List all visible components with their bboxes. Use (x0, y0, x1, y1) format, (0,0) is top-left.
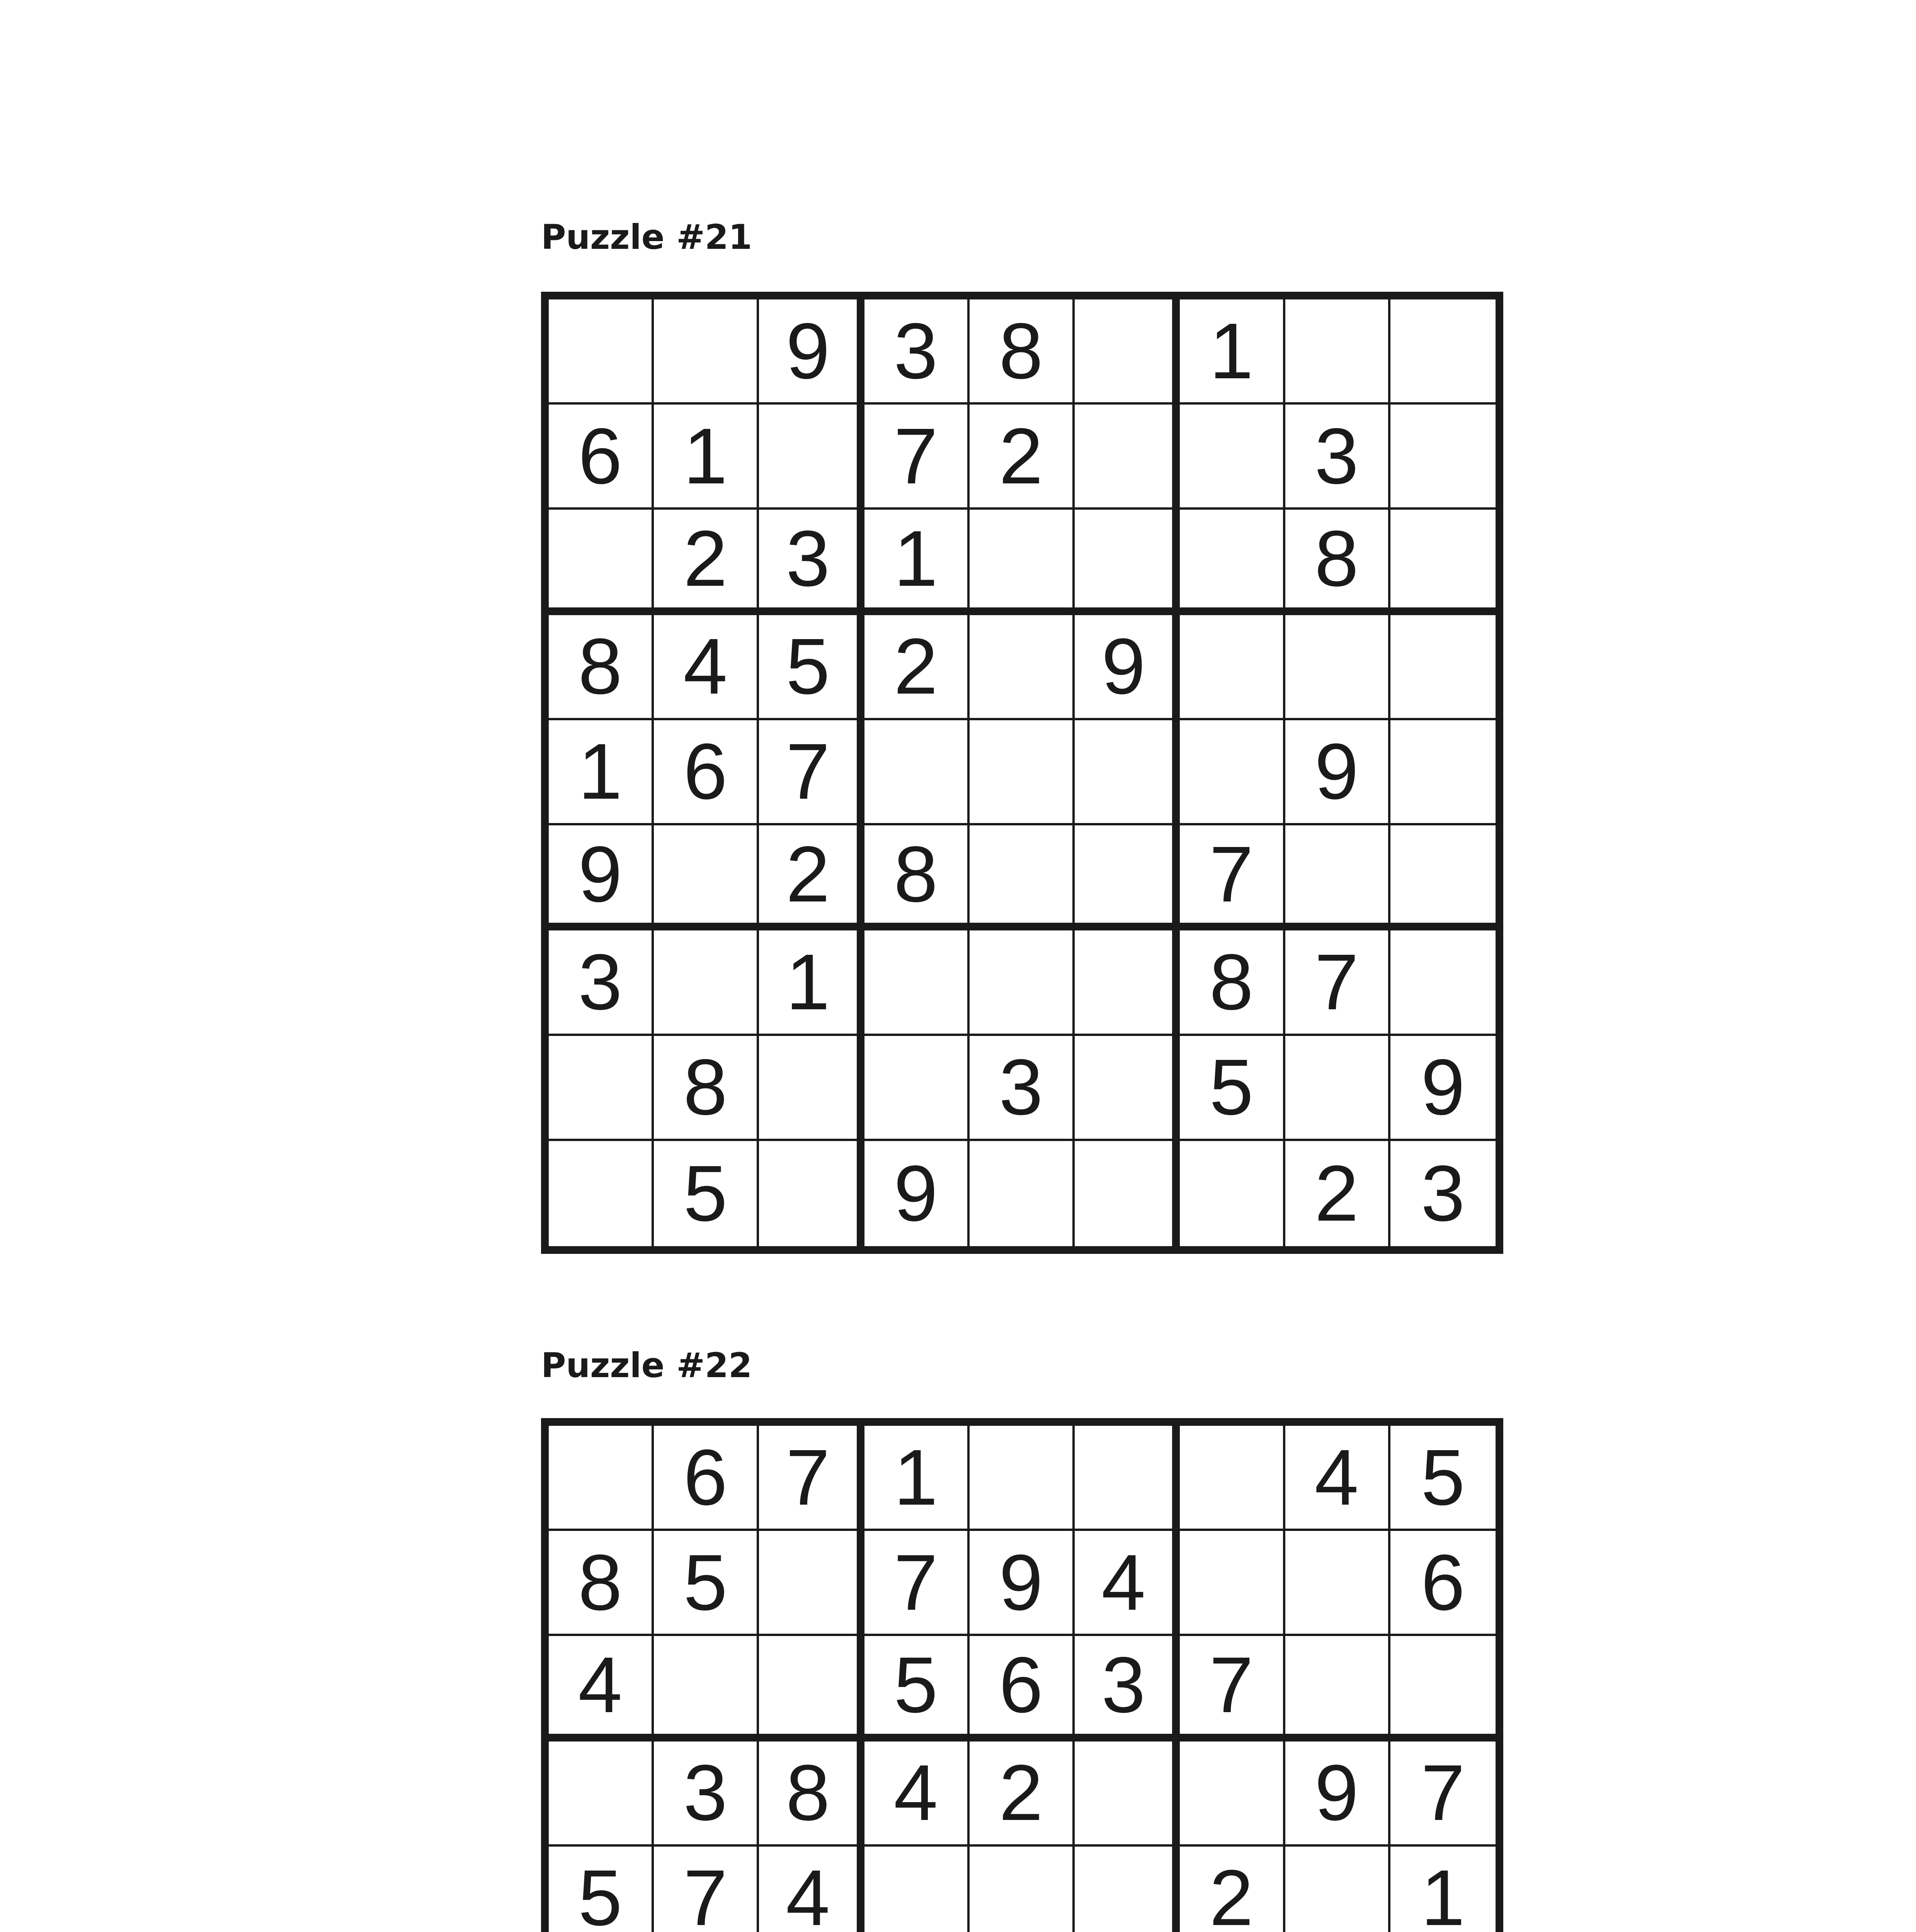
sudoku-cell[interactable] (1075, 1847, 1180, 1932)
sudoku-cell[interactable] (970, 1141, 1075, 1246)
sudoku-cell[interactable]: 3 (864, 299, 970, 405)
sudoku-cell[interactable]: 4 (1285, 1426, 1390, 1531)
sudoku-cell[interactable] (654, 1636, 759, 1741)
sudoku-cell[interactable] (1075, 720, 1180, 825)
sudoku-cell[interactable] (970, 1426, 1075, 1531)
sudoku-cell[interactable]: 5 (1390, 1426, 1496, 1531)
sudoku-cell[interactable] (549, 1426, 654, 1531)
sudoku-cell[interactable]: 5 (864, 1636, 970, 1741)
sudoku-cell[interactable]: 3 (1421, 1149, 1465, 1238)
sudoku-cell[interactable]: 5 (1180, 1036, 1285, 1141)
puzzle-title: Puzzle #21 (541, 217, 752, 257)
sudoku-cell[interactable] (970, 615, 1075, 720)
sudoku-cell[interactable] (1390, 510, 1496, 615)
sudoku-cell[interactable] (1180, 1531, 1285, 1636)
sudoku-cell[interactable] (1390, 1636, 1496, 1741)
sudoku-cell[interactable] (759, 1531, 864, 1636)
sudoku-cell[interactable] (970, 510, 1075, 615)
sudoku-cell[interactable]: 4 (1075, 1531, 1180, 1636)
sudoku-cell[interactable] (1390, 405, 1496, 510)
sudoku-cell[interactable]: 3 (1285, 405, 1390, 510)
sudoku-cell[interactable]: 2 (759, 825, 864, 930)
sudoku-cell[interactable] (1390, 720, 1496, 825)
sudoku-cell[interactable] (759, 405, 864, 510)
sudoku-cell[interactable]: 1 (654, 405, 759, 510)
sudoku-cell[interactable]: 8 (1285, 510, 1390, 615)
sudoku-cell[interactable]: 5 (654, 1531, 759, 1636)
sudoku-cell[interactable] (1180, 1742, 1285, 1847)
sudoku-cell[interactable]: 5 (654, 1141, 759, 1246)
sudoku-cell[interactable]: 4 (864, 1742, 970, 1847)
sudoku-cell[interactable]: 8 (759, 1742, 864, 1847)
sudoku-cell[interactable] (1390, 825, 1496, 930)
sudoku-cell[interactable] (549, 299, 654, 405)
sudoku-cell[interactable] (1285, 1036, 1390, 1141)
sudoku-cell[interactable]: 7 (864, 405, 970, 510)
sudoku-cell[interactable] (1180, 1141, 1285, 1246)
sudoku-cell[interactable]: 9 (1285, 1742, 1390, 1847)
sudoku-cell[interactable] (549, 1742, 654, 1847)
sudoku-cell[interactable]: 1 (1390, 1847, 1496, 1932)
sudoku-cell[interactable]: 7 (1180, 825, 1285, 930)
sudoku-cell[interactable]: 7 (759, 1426, 864, 1531)
sudoku-cell[interactable]: 9 (759, 299, 864, 405)
sudoku-cell[interactable]: 4 (654, 615, 759, 720)
sudoku-cell[interactable]: 6 (654, 720, 759, 825)
sudoku-cell[interactable] (759, 1036, 864, 1141)
sudoku-cell[interactable]: 9 (549, 825, 654, 930)
sudoku-cell[interactable] (1075, 1742, 1180, 1847)
sudoku-cell[interactable] (864, 930, 970, 1036)
sudoku-cell[interactable]: 2 (970, 1742, 1075, 1847)
sudoku-cell[interactable] (1285, 1636, 1390, 1741)
sudoku-cell[interactable] (970, 825, 1075, 930)
sudoku-cell[interactable]: 7 (759, 720, 864, 825)
sudoku-cell[interactable]: 6 (970, 1636, 1075, 1741)
sudoku-cell[interactable]: 8 (654, 1036, 759, 1141)
sudoku-cell[interactable]: 6 (654, 1426, 759, 1531)
sudoku-cell[interactable] (1285, 1847, 1390, 1932)
sudoku-cell[interactable]: 7 (1180, 1636, 1285, 1741)
sudoku-cell[interactable] (970, 1847, 1075, 1932)
sudoku-cell[interactable]: 4 (549, 1636, 654, 1741)
sudoku-cell[interactable] (654, 825, 759, 930)
sudoku-cell[interactable]: 9 (1390, 1036, 1496, 1141)
sudoku-cell[interactable] (1390, 930, 1496, 1036)
sudoku-cell[interactable]: 3 (549, 930, 654, 1036)
sudoku-cell[interactable]: 2 (970, 405, 1075, 510)
sudoku-cell[interactable] (654, 930, 759, 1036)
sudoku-cell[interactable] (1285, 299, 1390, 405)
sudoku-cell[interactable]: 5 (549, 1847, 654, 1932)
sudoku-cell[interactable] (864, 1036, 970, 1141)
sudoku-cell[interactable]: 1 (549, 720, 654, 825)
sudoku-grid-puzzle-21 (541, 292, 1503, 1254)
sudoku-cell[interactable] (1180, 720, 1285, 825)
sudoku-cell[interactable]: 1 (864, 1426, 970, 1531)
sudoku-cell[interactable] (1075, 1141, 1180, 1246)
sudoku-cell[interactable] (1075, 825, 1180, 930)
sudoku-cell[interactable] (1180, 615, 1285, 720)
sudoku-cell[interactable] (1075, 1426, 1180, 1531)
sudoku-cell[interactable]: 9 (1285, 720, 1390, 825)
sudoku-cell[interactable]: 3 (1075, 1636, 1180, 1741)
sudoku-cell[interactable]: 2 (654, 510, 759, 615)
sudoku-cell[interactable] (1390, 299, 1496, 405)
sudoku-cell[interactable]: 9 (1075, 615, 1180, 720)
sudoku-cell[interactable]: 6 (549, 405, 654, 510)
sudoku-cell[interactable]: 3 (970, 1036, 1075, 1141)
sudoku-cell[interactable] (864, 720, 970, 825)
sudoku-cell[interactable]: 2 (1180, 1847, 1285, 1932)
sudoku-cell[interactable]: 9 (864, 1141, 970, 1246)
sudoku-cell[interactable]: 1 (864, 510, 970, 615)
sudoku-cell[interactable]: 8 (549, 615, 654, 720)
sudoku-cell[interactable] (1075, 299, 1180, 405)
sudoku-cell[interactable]: 7 (1285, 930, 1390, 1036)
sudoku-cell[interactable]: 7 (864, 1531, 970, 1636)
sudoku-cell[interactable] (1075, 510, 1180, 615)
sudoku-cell[interactable] (1180, 510, 1285, 615)
sudoku-cell[interactable]: 2 (1285, 1141, 1390, 1246)
sudoku-cell[interactable]: 1 (759, 930, 864, 1036)
sudoku-cell[interactable]: 9 (970, 1531, 1075, 1636)
sudoku-cell[interactable]: 2 (864, 615, 970, 720)
sudoku-cell[interactable] (1075, 930, 1180, 1036)
sudoku-cell[interactable] (1285, 1531, 1390, 1636)
sudoku-cell[interactable]: 7 (1390, 1742, 1496, 1847)
sudoku-cell[interactable] (549, 1141, 654, 1246)
sudoku-cell[interactable] (1285, 615, 1390, 720)
sudoku-cell[interactable]: 7 (654, 1847, 759, 1932)
sudoku-cell[interactable] (1180, 405, 1285, 510)
sudoku-cell[interactable]: 4 (759, 1847, 864, 1932)
sudoku-cell[interactable] (759, 1636, 864, 1741)
sudoku-cell[interactable] (1075, 405, 1180, 510)
sudoku-cell[interactable] (654, 299, 759, 405)
sudoku-cell[interactable]: 1 (1180, 299, 1285, 405)
sudoku-cell[interactable] (970, 720, 1075, 825)
sudoku-cell[interactable]: 8 (549, 1531, 654, 1636)
puzzle-title: Puzzle #22 (541, 1345, 752, 1385)
sudoku-cell[interactable]: 3 (759, 510, 864, 615)
sudoku-cell[interactable] (759, 1141, 864, 1246)
sudoku-cell[interactable] (549, 1036, 654, 1141)
sudoku-cell[interactable]: 8 (1180, 930, 1285, 1036)
sudoku-cell[interactable]: 3 (654, 1742, 759, 1847)
sudoku-cell[interactable]: 5 (759, 615, 864, 720)
sudoku-cell[interactable]: 8 (864, 825, 970, 930)
sudoku-cell[interactable] (1285, 825, 1390, 930)
sudoku-cell[interactable] (1180, 1426, 1285, 1531)
sudoku-grid-puzzle-22 (541, 1418, 1503, 1932)
sudoku-cell[interactable]: 8 (970, 299, 1075, 405)
sudoku-cell[interactable] (1075, 1036, 1180, 1141)
sudoku-cell[interactable]: 6 (1390, 1531, 1496, 1636)
sudoku-cell[interactable] (864, 1847, 970, 1932)
sudoku-cell[interactable] (1390, 615, 1496, 720)
sudoku-cell[interactable] (970, 930, 1075, 1036)
sudoku-cell[interactable] (549, 510, 654, 615)
